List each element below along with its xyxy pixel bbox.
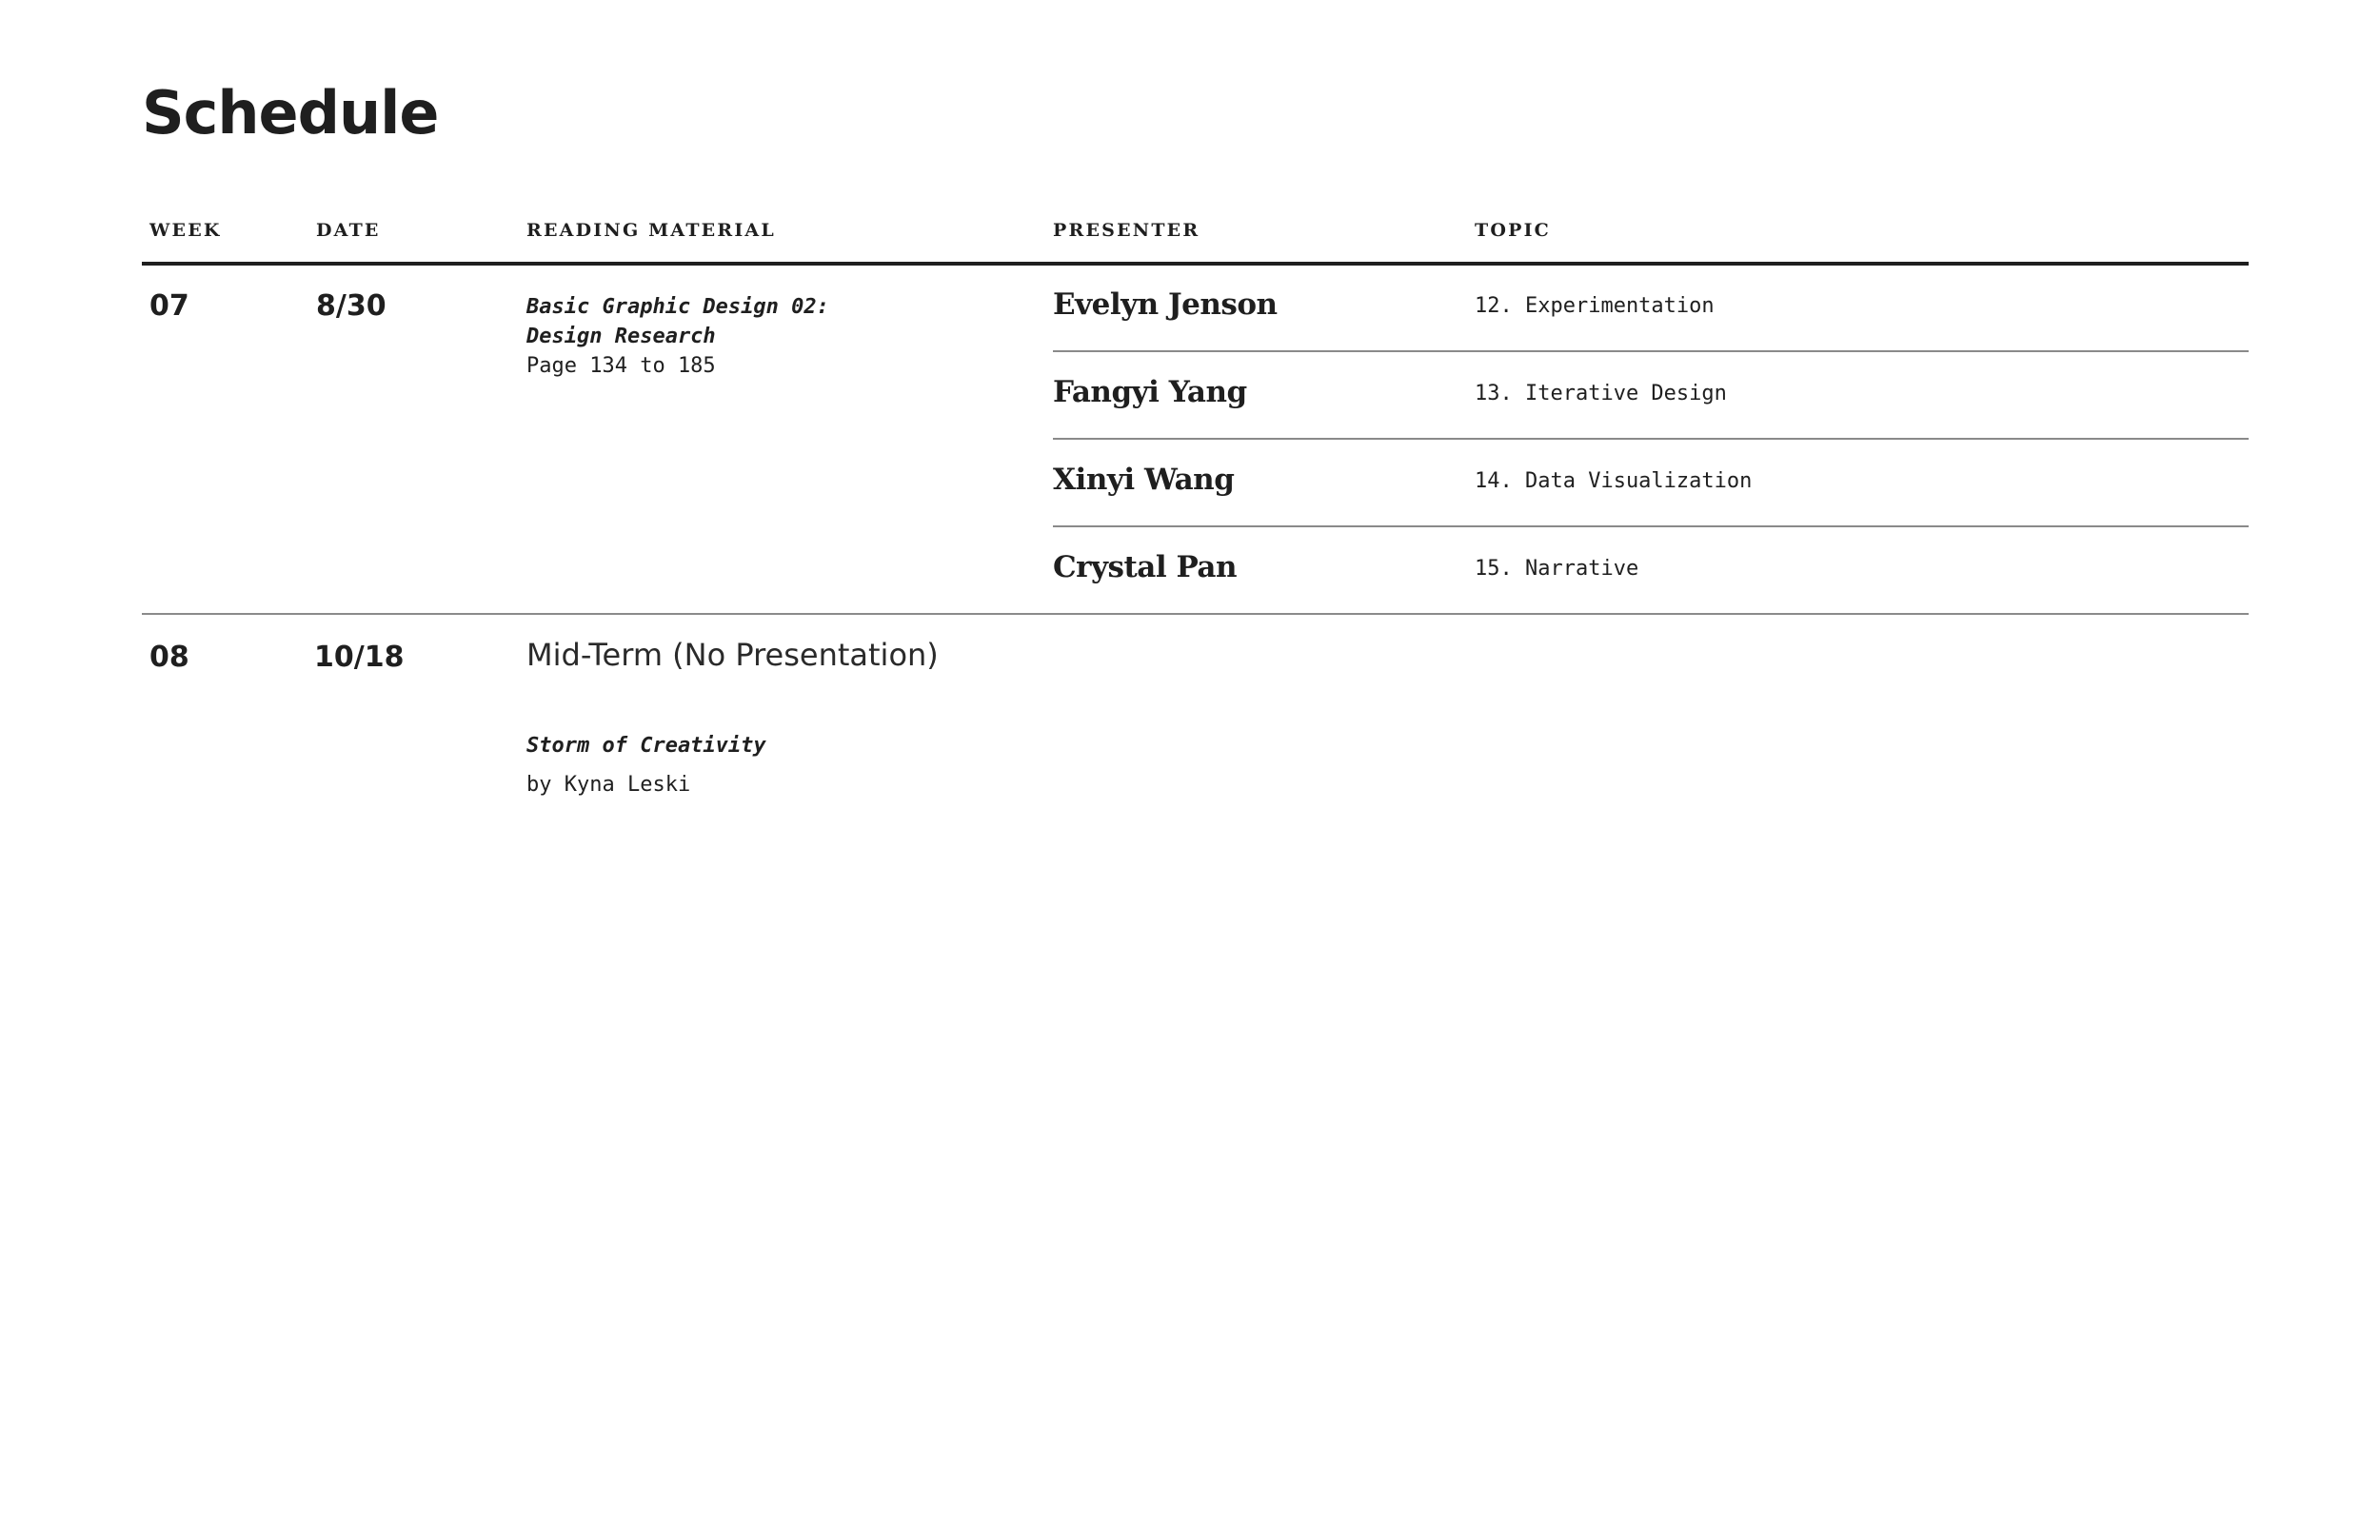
page-title: Schedule [142,78,439,148]
week-date: 10/18 [314,641,405,674]
presenter-name: Crystal Pan [1053,550,1238,584]
column-header-date: DATE [316,220,381,241]
session-divider [1053,350,2249,352]
session-divider [1053,438,2249,440]
reading-pages: Page 134 to 185 [526,354,716,378]
presenter-name: Fangyi Yang [1053,375,1247,409]
reading-author: by Kyna Leski [526,773,691,797]
column-header-week: WEEK [149,220,222,241]
column-header-topic: TOPIC [1475,220,1551,241]
topic-label: 12. Experimentation [1475,294,1715,318]
reading-title-line: Basic Graphic Design 02: [526,295,829,319]
reading-title: Storm of Creativity [526,734,766,758]
week-date: 8/30 [316,289,387,323]
reading-title [526,292,829,351]
topic-label: 15. Narrative [1475,557,1639,581]
reading-title-line: Design Research [526,325,716,348]
column-header-reading-material: READING MATERIAL [526,220,776,241]
header-divider [142,262,2249,266]
column-header-presenter: PRESENTER [1053,220,1200,241]
week-number: 07 [149,289,189,323]
session-divider [1053,525,2249,527]
presenter-name: Xinyi Wang [1053,463,1235,497]
topic-label: 14. Data Visualization [1475,469,1753,493]
presenter-name: Evelyn Jenson [1053,287,1278,322]
topic-label: 13. Iterative Design [1475,382,1727,405]
week-divider [142,613,2249,615]
week-number: 08 [149,641,189,674]
midterm-note: Mid-Term (No Presentation) [526,637,939,673]
